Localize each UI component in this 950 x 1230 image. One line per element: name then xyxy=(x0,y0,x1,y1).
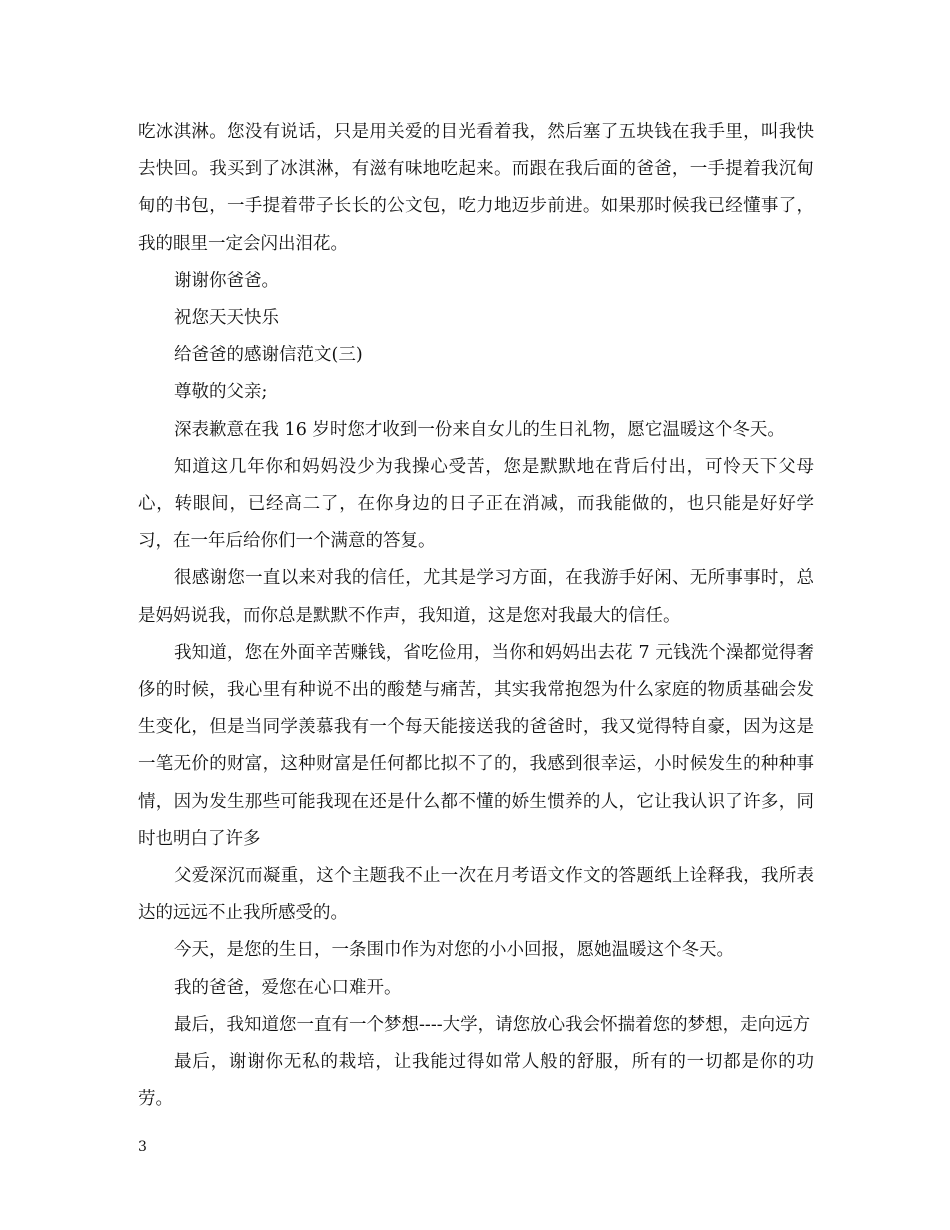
section-title: 给爸爸的感谢信范文(三) xyxy=(174,345,363,366)
salutation: 尊敬的父亲; xyxy=(174,382,268,403)
paragraph: 最后，谢谢你无私的栽培，让我能过得如常人般的舒服，所有的一切都是你的功劳。 xyxy=(138,1052,814,1110)
closing-wish: 祝您天天快乐 xyxy=(174,308,279,329)
paragraph: 吃冰淇淋。您没有说话，只是用关爱的目光看着我，然后塞了五块钱在我手里，叫我快去快回。我买到了冰淇淋，有滋有味地吃起来。而跟在我后面的爸爸，一手提着我沉甸甸的书包，一手提着带子长长的公文包，吃力地迈步前进。如果那时候我已经懂事了，我的眼里一定会闪出泪花。 xyxy=(138,122,814,254)
paragraph: 我知道，您在外面辛苦赚钱，省吃俭用，当你和妈妈出去花 7 元钱洗个澡都觉得奢侈的时候，我心里有种说不出的酸楚与痛苦，其实我常抱怨为什么家庭的物质基础会发生变化，但是当同学羡慕我有一个每天能接送我的爸爸时，我又觉得特自豪，因为这是一笔无价的财富，这种财富是任何都比拟不了的，我感到很幸运，小时候发生的种种事情，因为发生那些可能我现在还是什么都不懂的娇生惯养的人，它让我认识了许多，同时也明白了许多 xyxy=(138,642,814,849)
paragraph: 今天，是您的生日，一条围巾作为对您的小小回报，愿她温暖这个冬天。 xyxy=(174,940,734,961)
paragraph: 知道这几年你和妈妈没少为我操心受苦，您是默默地在背后付出，可怜天下父母心，转眼间，已经高二了，在你身边的日子正在消减，而我能做的，也只能是好好学习，在一年后给你们一个满意的答复。 xyxy=(138,456,814,552)
page-number: 3 xyxy=(138,1139,147,1155)
paragraph: 父爱深沉而凝重，这个主题我不止一次在月考语文作文的答题纸上诠释我，我所表达的远远不止我所感受的。 xyxy=(138,866,814,924)
paragraph: 最后，我知道您一直有一个梦想----大学，请您放心我会怀揣着您的梦想，走向远方 xyxy=(174,1014,811,1035)
paragraph: 深表歉意在我 16 岁时您才收到一份来自女儿的生日礼物，愿它温暖这个冬天。 xyxy=(174,419,785,440)
paragraph: 很感谢您一直以来对我的信任，尤其是学习方面，在我游手好闲、无所事事时，总是妈妈说我，而你总是默默不作声，我知道，这是您对我最大的信任。 xyxy=(138,568,814,626)
paragraph: 谢谢你爸爸。 xyxy=(174,270,279,291)
letter-body xyxy=(138,114,814,1118)
paragraph: 我的爸爸，爱您在心口难开。 xyxy=(174,977,402,998)
